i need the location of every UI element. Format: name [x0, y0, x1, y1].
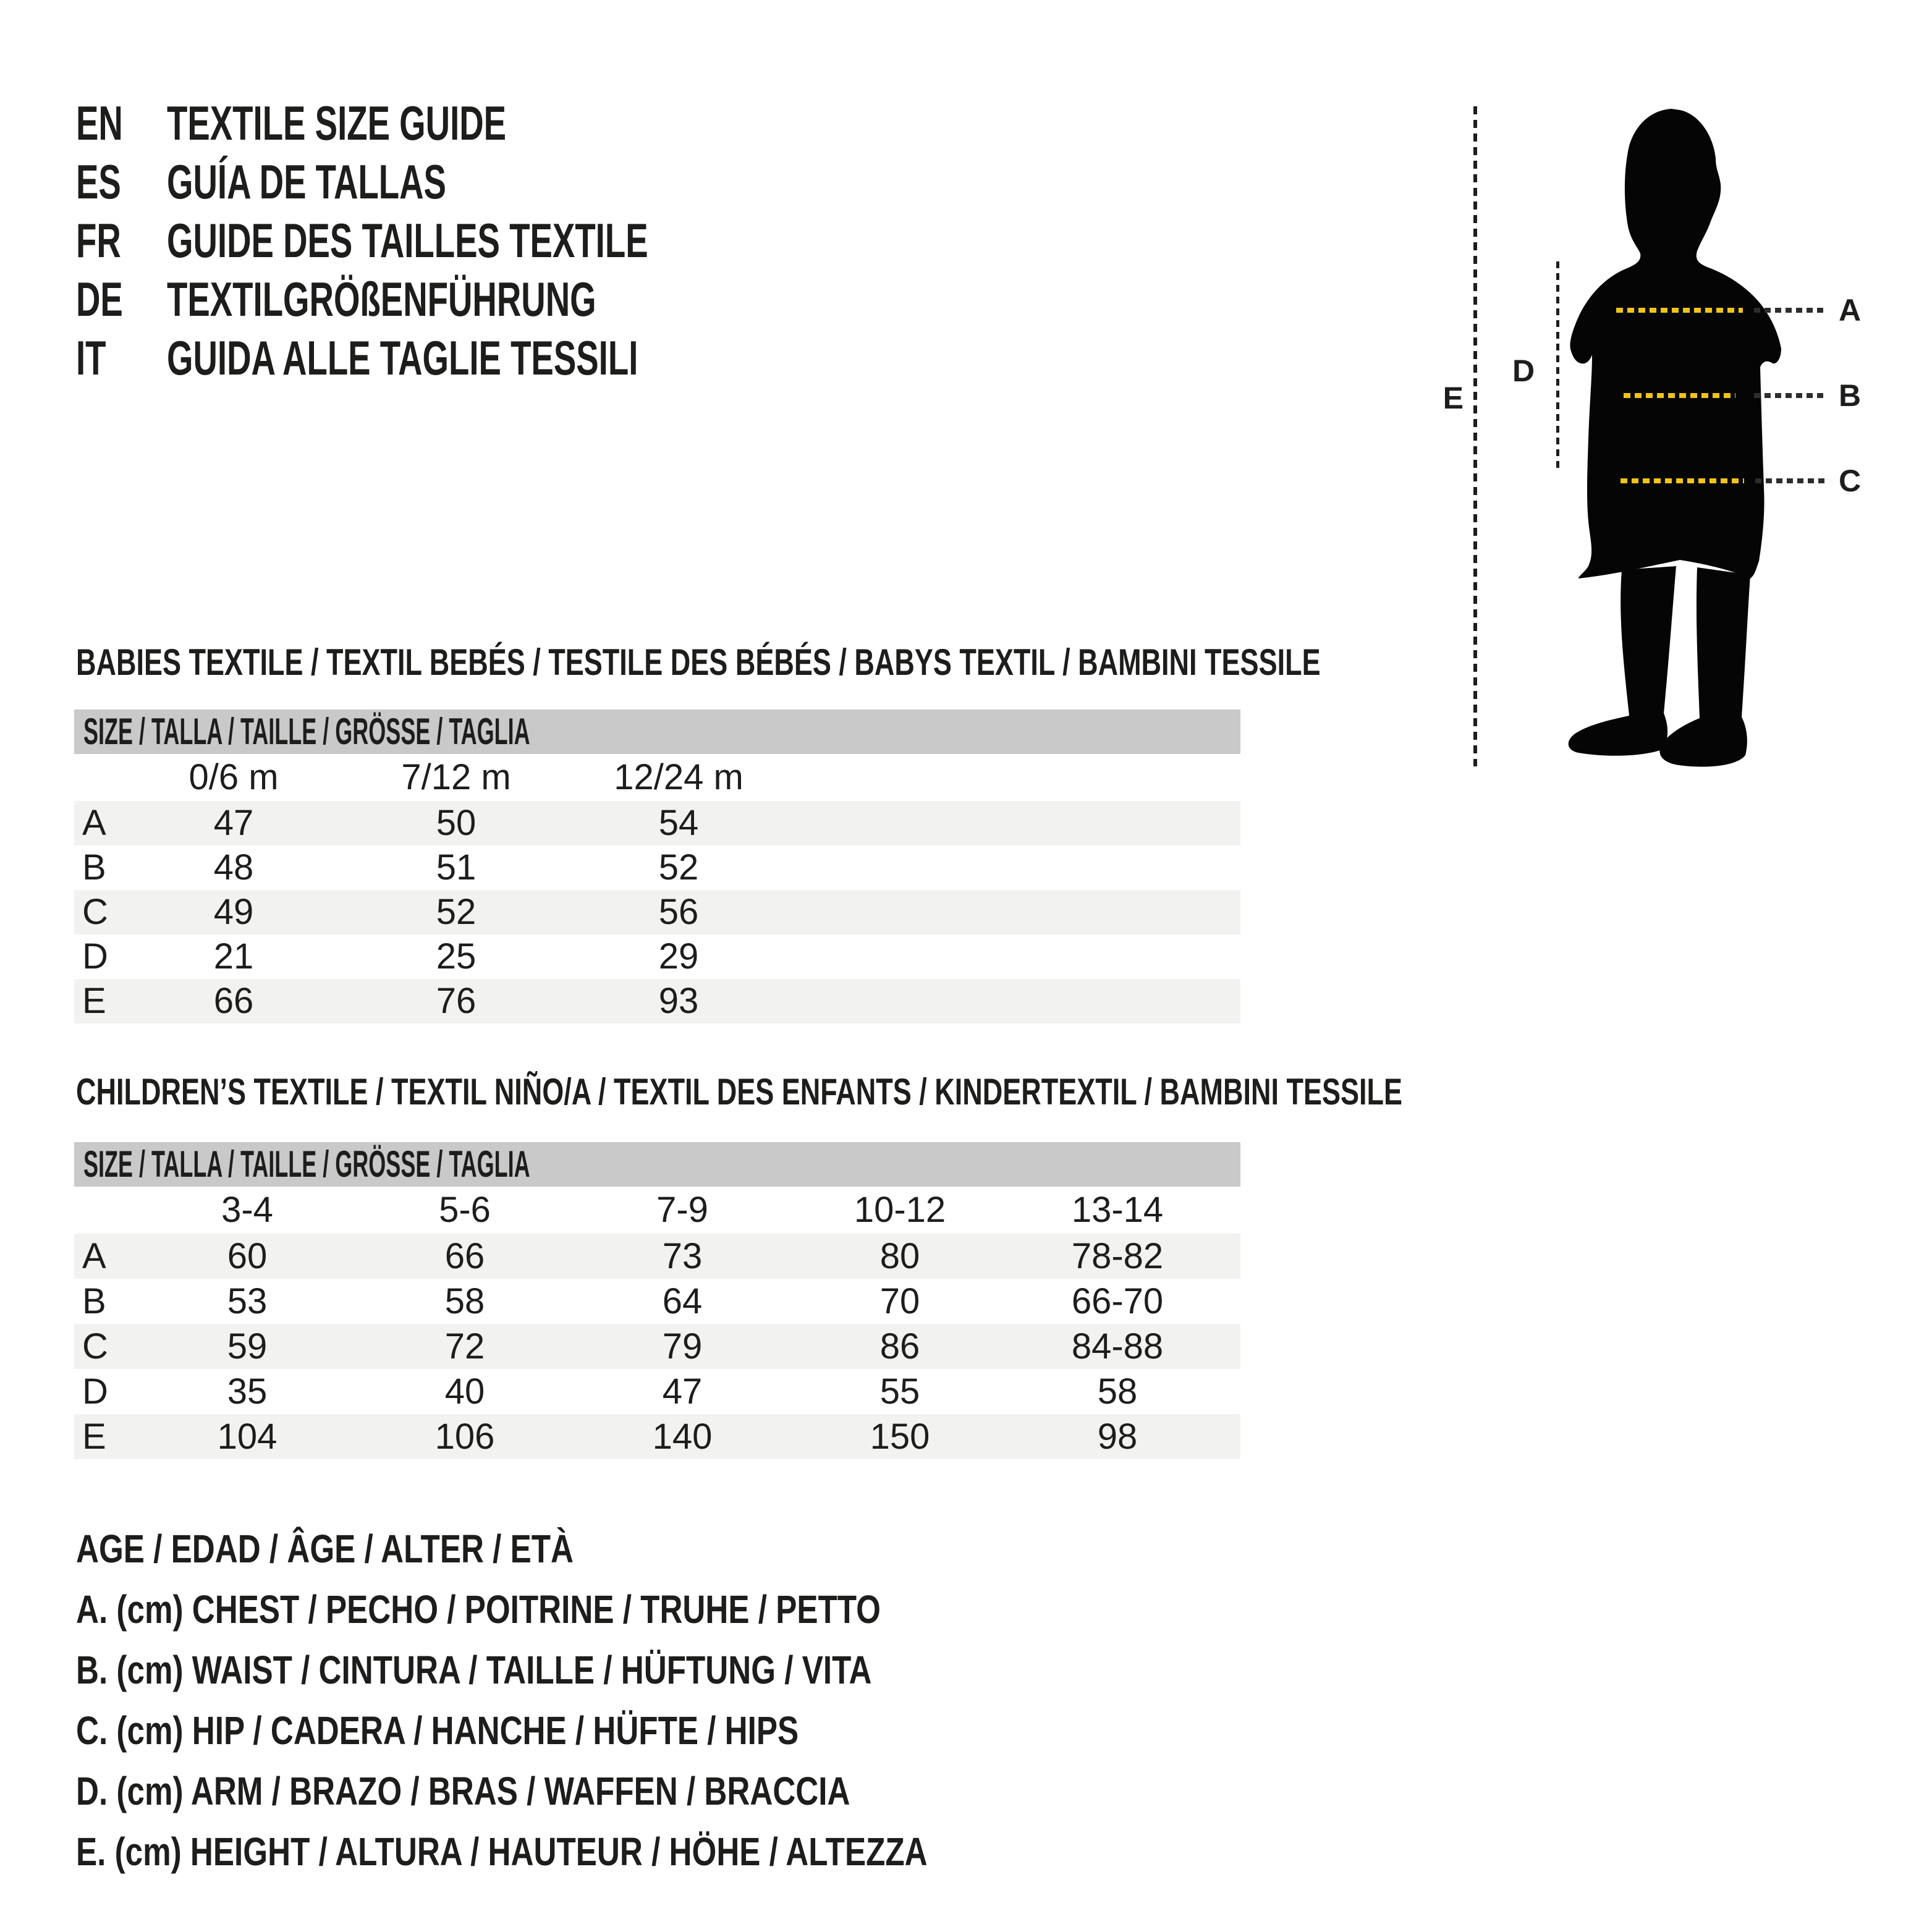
hip-leader-dashes [1755, 478, 1824, 483]
babies-col-12-24m: 12/24 m [614, 757, 744, 797]
children-size-table [74, 1187, 1240, 1459]
children-row-b: B 53 58 64 70 66-70 [82, 1281, 1164, 1321]
babies-size-header-bar: SIZE / TALLA / TAILLE / GRÖSSE / TAGLIA [74, 710, 1240, 754]
babies-row-a: A 47 50 54 [74, 801, 1240, 845]
children-col-5-6: 5-6 [439, 1190, 491, 1230]
children-section-title: CHILDREN’S TEXTILE / TEXTIL NIÑO/A / TEXTIL DES ENFANTS / KINDERTEXTIL / BAMBINI TESSILE [76, 1071, 1403, 1112]
language-code: IT [76, 331, 106, 385]
language-row-de [76, 270, 1003, 329]
children-row-c: C 59 72 79 86 84-88 [74, 1324, 1240, 1369]
language-row-it [76, 329, 1003, 388]
guide-title-es: GUÍA DE TALLAS [167, 155, 446, 209]
hip-measure-line-c [1621, 478, 1744, 483]
legend-hip: C. (cm) HIP / CADERA / HANCHE / HÜFTE / HIPS [76, 1708, 799, 1753]
language-code: FR [76, 213, 121, 268]
babies-section-title: BABIES TEXTILE / TEXTIL BEBÉS / TESTILE DES BÉBÉS / BABYS TEXTIL / BAMBINI TESSILE [76, 642, 1321, 683]
guide-title-de: TEXTILGRÖßENFÜHRUNG [167, 272, 596, 326]
babies-row-d: D 21 25 29 [82, 936, 699, 977]
children-row-a: A 60 66 73 80 78-82 [74, 1234, 1240, 1279]
babies-col-7-12m: 7/12 m [401, 757, 511, 797]
legend-arm: D. (cm) ARM / BRAZO / BRAS / WAFFEN / BRACCIA [76, 1769, 850, 1813]
language-title-list [76, 94, 1003, 388]
legend-age: AGE / EDAD / ÂGE / ALTER / ETÀ [76, 1527, 574, 1571]
children-col-7-9: 7-9 [656, 1190, 708, 1230]
legend-chest: A. (cm) CHEST / PECHO / POITRINE / TRUHE / PETTO [76, 1587, 881, 1632]
children-row-e: E 104 106 140 150 98 [74, 1414, 1240, 1459]
language-row-fr [76, 211, 1003, 270]
children-size-header-bar: SIZE / TALLA / TAILLE / GRÖSSE / TAGLIA [74, 1142, 1240, 1187]
children-row-d: D 35 40 47 55 58 [82, 1371, 1138, 1412]
children-col-3-4: 3-4 [221, 1190, 273, 1230]
waist-leader-dashes [1754, 393, 1824, 398]
figure-label-c: C [1838, 464, 1862, 498]
babies-column-header-row [74, 754, 1240, 801]
babies-row-c: C 49 52 56 [74, 890, 1240, 934]
measurement-legend [76, 1519, 1140, 1882]
language-code: DE [76, 272, 123, 326]
guide-title-en: TEXTILE SIZE GUIDE [167, 96, 507, 150]
children-column-header-row [74, 1187, 1240, 1234]
chest-leader-dashes [1754, 308, 1824, 313]
figure-label-e: E [1443, 381, 1464, 415]
babies-row-e: E 66 76 93 [74, 979, 1240, 1023]
language-row-es [76, 153, 1003, 211]
children-col-10-12: 10-12 [854, 1190, 946, 1230]
legend-height: E. (cm) HEIGHT / ALTURA / HAUTEUR / HÖHE / ALTEZZA [76, 1829, 928, 1874]
language-row-en [76, 94, 1003, 153]
babies-col-0-6m: 0/6 m [189, 757, 279, 797]
waist-measure-line-b [1624, 393, 1735, 398]
chest-measure-line-a [1616, 308, 1743, 313]
babies-size-table [74, 754, 1240, 1023]
children-col-13-14: 13-14 [1071, 1190, 1164, 1230]
guide-title-it: GUIDA ALLE TAGLIE TESSILI [167, 331, 638, 385]
figure-label-d: D [1512, 354, 1535, 388]
legend-waist: B. (cm) WAIST / CINTURA / TAILLE / HÜFTUNG / VITA [76, 1648, 872, 1692]
figure-label-a: A [1838, 293, 1862, 328]
language-code: ES [76, 155, 121, 209]
figure-label-b: B [1838, 378, 1862, 413]
guide-title-fr: GUIDE DES TAILLES TEXTILE [167, 213, 648, 268]
language-code: EN [76, 96, 123, 150]
babies-row-b: B 48 51 52 [82, 847, 699, 888]
